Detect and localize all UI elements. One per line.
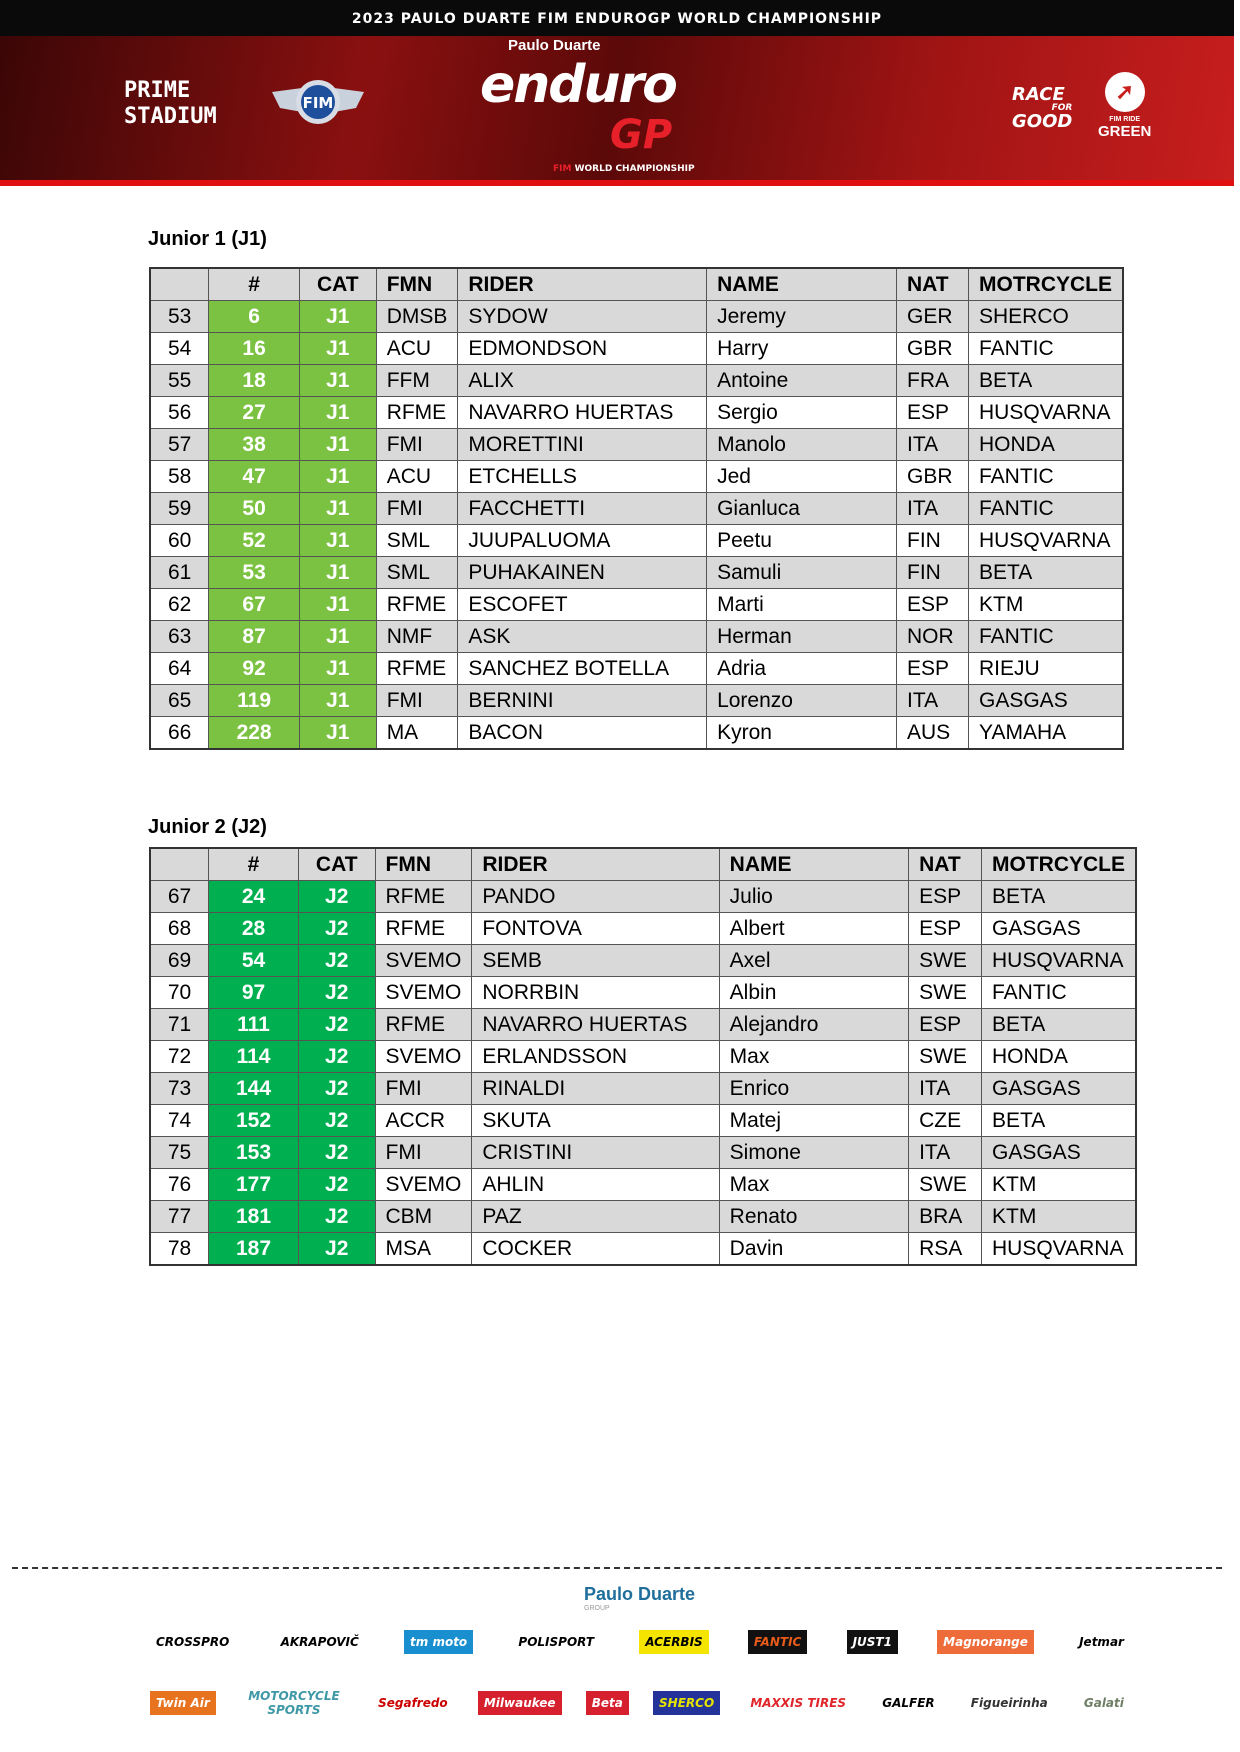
fmn-cell: ACU xyxy=(376,461,458,493)
fmn-cell: RFME xyxy=(375,913,472,945)
position-cell: 71 xyxy=(150,1009,209,1041)
name-cell: Albin xyxy=(719,977,908,1009)
fmn-cell: FMI xyxy=(376,685,458,717)
fmn-cell: SVEMO xyxy=(375,945,472,977)
nationality-cell: GBR xyxy=(897,333,969,365)
motorcycle-cell: BETA xyxy=(982,881,1137,913)
bib-number-cell: 119 xyxy=(209,685,300,717)
nationality-cell: RSA xyxy=(909,1233,982,1266)
rider-cell: FACCHETTI xyxy=(458,493,707,525)
sponsor-logo: JUST1 xyxy=(847,1630,898,1654)
name-cell: Jed xyxy=(707,461,897,493)
motorcycle-cell: HONDA xyxy=(982,1041,1137,1073)
nationality-cell: ITA xyxy=(897,493,969,525)
table-row xyxy=(150,493,1123,525)
nationality-cell: FIN xyxy=(897,557,969,589)
j1-section-title: Junior 1 (J1) xyxy=(148,228,267,250)
nationality-cell: ESP xyxy=(897,653,969,685)
rider-cell: RINALDI xyxy=(472,1073,719,1105)
bib-number-cell: 153 xyxy=(209,1137,299,1169)
table-row xyxy=(150,397,1123,429)
position-cell: 63 xyxy=(150,621,209,653)
fmn-cell: ACCR xyxy=(375,1105,472,1137)
fmn-cell: DMSB xyxy=(376,301,458,333)
logo-text: STADIUM xyxy=(124,104,217,129)
column-header: MOTRCYCLE xyxy=(982,848,1137,881)
category-cell: J1 xyxy=(299,525,376,557)
table-row xyxy=(150,301,1123,333)
bib-number-cell: 87 xyxy=(209,621,300,653)
nationality-cell: ITA xyxy=(909,1137,982,1169)
rider-cell: MORETTINI xyxy=(458,429,707,461)
j2-entry-table xyxy=(149,847,1137,1266)
rider-cell: NORRBIN xyxy=(472,977,719,1009)
category-cell: J2 xyxy=(298,1169,375,1201)
fmn-cell: SML xyxy=(376,525,458,557)
table-row xyxy=(150,1073,1136,1105)
motorcycle-cell: GASGAS xyxy=(982,1137,1137,1169)
sponsor-logo: tm moto xyxy=(404,1630,473,1654)
name-cell: Lorenzo xyxy=(707,685,897,717)
motorcycle-cell: HONDA xyxy=(969,429,1124,461)
category-cell: J1 xyxy=(299,685,376,717)
header-banner xyxy=(0,0,1234,186)
category-cell: J2 xyxy=(298,1233,375,1266)
motorcycle-cell: BETA xyxy=(982,1009,1137,1041)
fmn-cell: FMI xyxy=(376,493,458,525)
name-cell: Simone xyxy=(719,1137,908,1169)
bib-number-cell: 38 xyxy=(209,429,300,461)
name-cell: Davin xyxy=(719,1233,908,1266)
rider-cell: PANDO xyxy=(472,881,719,913)
bib-number-cell: 177 xyxy=(209,1169,299,1201)
motorcycle-cell: KTM xyxy=(982,1169,1137,1201)
fmn-cell: RFME xyxy=(376,589,458,621)
table-row xyxy=(150,1169,1136,1201)
position-cell: 69 xyxy=(150,945,209,977)
column-header: RIDER xyxy=(458,268,707,301)
name-cell: Sergio xyxy=(707,397,897,429)
column-header: MOTRCYCLE xyxy=(969,268,1124,301)
nationality-cell: ESP xyxy=(897,589,969,621)
table-row xyxy=(150,913,1136,945)
table-row xyxy=(150,333,1123,365)
sponsor-logo: GALFER xyxy=(876,1691,940,1715)
nationality-cell: SWE xyxy=(909,945,982,977)
table-row xyxy=(150,1105,1136,1137)
fmn-cell: FFM xyxy=(376,365,458,397)
fmn-cell: MA xyxy=(376,717,458,750)
name-cell: Axel xyxy=(719,945,908,977)
category-cell: J2 xyxy=(298,977,375,1009)
rider-cell: ESCOFET xyxy=(458,589,707,621)
position-cell: 78 xyxy=(150,1233,209,1266)
name-cell: Antoine xyxy=(707,365,897,397)
category-cell: J2 xyxy=(298,945,375,977)
bib-number-cell: 228 xyxy=(209,717,300,750)
rider-cell: CRISTINI xyxy=(472,1137,719,1169)
position-cell: 72 xyxy=(150,1041,209,1073)
name-cell: Harry xyxy=(707,333,897,365)
rider-cell: ETCHELLS xyxy=(458,461,707,493)
nationality-cell: AUS xyxy=(897,717,969,750)
sponsor-logo: Twin Air xyxy=(150,1691,216,1715)
category-cell: J1 xyxy=(299,493,376,525)
fim-logo xyxy=(272,78,364,128)
nationality-cell: ESP xyxy=(909,881,982,913)
fmn-cell: RFME xyxy=(376,397,458,429)
column-header: NAME xyxy=(719,848,908,881)
nationality-cell: FIN xyxy=(897,525,969,557)
position-cell: 59 xyxy=(150,493,209,525)
table-row xyxy=(150,1137,1136,1169)
nationality-cell: BRA xyxy=(909,1201,982,1233)
motorcycle-cell: GASGAS xyxy=(982,1073,1137,1105)
position-cell: 68 xyxy=(150,913,209,945)
sponsor-logos-row-2 xyxy=(150,1684,1130,1722)
category-cell: J2 xyxy=(298,913,375,945)
fmn-cell: SVEMO xyxy=(375,1041,472,1073)
fmn-cell: FMI xyxy=(375,1073,472,1105)
sponsor-logo: MAXXIS TIRES xyxy=(744,1691,852,1715)
name-cell: Albert xyxy=(719,913,908,945)
fmn-cell: CBM xyxy=(375,1201,472,1233)
bib-number-cell: 47 xyxy=(209,461,300,493)
position-cell: 54 xyxy=(150,333,209,365)
rider-cell: PUHAKAINEN xyxy=(458,557,707,589)
position-cell: 65 xyxy=(150,685,209,717)
nationality-cell: FRA xyxy=(897,365,969,397)
table-header-row xyxy=(150,268,1123,301)
sponsor-logo: Segafredo xyxy=(372,1691,454,1715)
name-cell: Enrico xyxy=(719,1073,908,1105)
column-header: FMN xyxy=(375,848,472,881)
bib-number-cell: 6 xyxy=(209,301,300,333)
name-cell: Herman xyxy=(707,621,897,653)
category-cell: J1 xyxy=(299,429,376,461)
j1-entry-table xyxy=(149,267,1124,750)
motorcycle-cell: SHERCO xyxy=(969,301,1124,333)
gp-logo-text: GP xyxy=(610,112,673,158)
bib-number-cell: 24 xyxy=(209,881,299,913)
bib-number-cell: 97 xyxy=(209,977,299,1009)
column-header: CAT xyxy=(298,848,375,881)
fmn-cell: SVEMO xyxy=(375,977,472,1009)
endurogp-logo: enduro xyxy=(480,55,676,115)
category-cell: J2 xyxy=(298,1073,375,1105)
position-cell: 57 xyxy=(150,429,209,461)
table-row xyxy=(150,525,1123,557)
bib-number-cell: 92 xyxy=(209,653,300,685)
motorcycle-cell: FANTIC xyxy=(982,977,1137,1009)
rider-cell: ERLANDSSON xyxy=(472,1041,719,1073)
banner-divider xyxy=(0,180,1234,186)
table-row xyxy=(150,1201,1136,1233)
motorcycle-cell: HUSQVARNA xyxy=(969,525,1124,557)
sponsor-logo: Milwaukee xyxy=(478,1691,562,1715)
table-header-row xyxy=(150,848,1136,881)
table-row xyxy=(150,461,1123,493)
rider-cell: SANCHEZ BOTELLA xyxy=(458,653,707,685)
motorcycle-cell: GASGAS xyxy=(969,685,1124,717)
sponsor-logo: FANTIC xyxy=(748,1630,807,1654)
column-header: # xyxy=(209,848,299,881)
paulo-duarte-logo: Paulo Duarte xyxy=(508,37,601,54)
name-cell: Max xyxy=(719,1041,908,1073)
nationality-cell: SWE xyxy=(909,977,982,1009)
world-championship-label: FIM WORLD CHAMPIONSHIP xyxy=(553,164,695,174)
bib-number-cell: 187 xyxy=(209,1233,299,1266)
nationality-cell: SWE xyxy=(909,1169,982,1201)
rider-cell: ALIX xyxy=(458,365,707,397)
fmn-cell: NMF xyxy=(376,621,458,653)
category-cell: J1 xyxy=(299,301,376,333)
sponsor-logo: CROSSPRO xyxy=(150,1630,235,1654)
rider-cell: JUUPALUOMA xyxy=(458,525,707,557)
paulo-duarte-group-logo: Paulo Duarte GROUP xyxy=(584,1584,696,1612)
rider-cell: AHLIN xyxy=(472,1169,719,1201)
bib-number-cell: 114 xyxy=(209,1041,299,1073)
motorcycle-cell: HUSQVARNA xyxy=(969,397,1124,429)
position-cell: 70 xyxy=(150,977,209,1009)
motorcycle-cell: BETA xyxy=(969,365,1124,397)
category-cell: J1 xyxy=(299,653,376,685)
sponsor-logo: SHERCO xyxy=(653,1691,720,1715)
category-cell: J1 xyxy=(299,717,376,750)
position-cell: 76 xyxy=(150,1169,209,1201)
motorcycle-cell: FANTIC xyxy=(969,493,1124,525)
position-cell: 61 xyxy=(150,557,209,589)
position-cell: 67 xyxy=(150,881,209,913)
rider-cell: SEMB xyxy=(472,945,719,977)
nationality-cell: ESP xyxy=(909,1009,982,1041)
bib-number-cell: 111 xyxy=(209,1009,299,1041)
category-cell: J2 xyxy=(298,1201,375,1233)
nationality-cell: ESP xyxy=(909,913,982,945)
sponsor-logo: Beta xyxy=(586,1691,629,1715)
name-cell: Kyron xyxy=(707,717,897,750)
category-cell: J1 xyxy=(299,397,376,429)
bib-number-cell: 28 xyxy=(209,913,299,945)
rider-cell: NAVARRO HUERTAS xyxy=(472,1009,719,1041)
table-row xyxy=(150,429,1123,461)
category-cell: J1 xyxy=(299,557,376,589)
rider-cell: FONTOVA xyxy=(472,913,719,945)
rider-cell: SYDOW xyxy=(458,301,707,333)
position-cell: 64 xyxy=(150,653,209,685)
table-row xyxy=(150,977,1136,1009)
nationality-cell: GER xyxy=(897,301,969,333)
motorcycle-cell: FANTIC xyxy=(969,333,1124,365)
sponsor-logo: ACERBIS xyxy=(639,1630,708,1654)
position-cell: 58 xyxy=(150,461,209,493)
name-cell: Matej xyxy=(719,1105,908,1137)
position-cell: 66 xyxy=(150,717,209,750)
bib-number-cell: 152 xyxy=(209,1105,299,1137)
bib-number-cell: 18 xyxy=(209,365,300,397)
rider-cell: PAZ xyxy=(472,1201,719,1233)
column-header: NAME xyxy=(707,268,897,301)
bib-number-cell: 181 xyxy=(209,1201,299,1233)
category-cell: J1 xyxy=(299,461,376,493)
column-header: NAT xyxy=(897,268,969,301)
category-cell: J1 xyxy=(299,365,376,397)
name-cell: Samuli xyxy=(707,557,897,589)
position-cell: 55 xyxy=(150,365,209,397)
race-for-good-logo: RACE FOR GOOD xyxy=(1012,84,1073,132)
rider-cell: NAVARRO HUERTAS xyxy=(458,397,707,429)
category-cell: J2 xyxy=(298,881,375,913)
j2-section-title: Junior 2 (J2) xyxy=(148,816,267,838)
category-cell: J1 xyxy=(299,589,376,621)
position-cell: 77 xyxy=(150,1201,209,1233)
bib-number-cell: 27 xyxy=(209,397,300,429)
fmn-cell: MSA xyxy=(375,1233,472,1266)
table-row xyxy=(150,653,1123,685)
category-cell: J2 xyxy=(298,1137,375,1169)
motorcycle-cell: KTM xyxy=(969,589,1124,621)
sponsor-logo: Figueirinha xyxy=(965,1691,1054,1715)
category-cell: J2 xyxy=(298,1041,375,1073)
motorcycle-cell: KTM xyxy=(982,1201,1137,1233)
nationality-cell: GBR xyxy=(897,461,969,493)
column-header xyxy=(150,268,209,301)
nationality-cell: ITA xyxy=(909,1073,982,1105)
fmn-cell: SVEMO xyxy=(375,1169,472,1201)
name-cell: Gianluca xyxy=(707,493,897,525)
rider-cell: EDMONDSON xyxy=(458,333,707,365)
bib-number-cell: 50 xyxy=(209,493,300,525)
nationality-cell: CZE xyxy=(909,1105,982,1137)
rider-cell: SKUTA xyxy=(472,1105,719,1137)
footer-divider xyxy=(12,1567,1222,1569)
rider-cell: COCKER xyxy=(472,1233,719,1266)
column-header: CAT xyxy=(299,268,376,301)
fmn-cell: SML xyxy=(376,557,458,589)
motorcycle-cell: GASGAS xyxy=(982,913,1137,945)
motorcycle-cell: FANTIC xyxy=(969,461,1124,493)
position-cell: 56 xyxy=(150,397,209,429)
nationality-cell: ITA xyxy=(897,429,969,461)
fmn-cell: FMI xyxy=(375,1137,472,1169)
bib-number-cell: 54 xyxy=(209,945,299,977)
category-cell: J2 xyxy=(298,1009,375,1041)
motorcycle-cell: BETA xyxy=(969,557,1124,589)
column-header: RIDER xyxy=(472,848,719,881)
bib-number-cell: 144 xyxy=(209,1073,299,1105)
sponsor-logo: Magnorange xyxy=(937,1630,1034,1654)
championship-title: 2023 PAULO DUARTE FIM ENDUROGP WORLD CHAMPIONSHIP xyxy=(0,0,1234,36)
table-row xyxy=(150,945,1136,977)
name-cell: Max xyxy=(719,1169,908,1201)
ride-green-icon: ➚ xyxy=(1105,72,1145,112)
name-cell: Renato xyxy=(719,1201,908,1233)
category-cell: J2 xyxy=(298,1105,375,1137)
name-cell: Adria xyxy=(707,653,897,685)
prime-stadium-logo xyxy=(124,78,217,130)
logo-text: PRIME xyxy=(124,78,191,103)
position-cell: 53 xyxy=(150,301,209,333)
position-cell: 73 xyxy=(150,1073,209,1105)
table-row xyxy=(150,589,1123,621)
fmn-cell: RFME xyxy=(376,653,458,685)
category-cell: J1 xyxy=(299,621,376,653)
bib-number-cell: 53 xyxy=(209,557,300,589)
nationality-cell: ESP xyxy=(897,397,969,429)
fmn-cell: ACU xyxy=(376,333,458,365)
rider-cell: BERNINI xyxy=(458,685,707,717)
table-row xyxy=(150,1233,1136,1266)
table-row xyxy=(150,717,1123,750)
sponsor-logos-row-1 xyxy=(150,1630,1130,1654)
table-row xyxy=(150,557,1123,589)
sponsor-logo: Jetmar xyxy=(1073,1630,1130,1654)
rider-cell: ASK xyxy=(458,621,707,653)
category-cell: J1 xyxy=(299,333,376,365)
position-cell: 75 xyxy=(150,1137,209,1169)
bib-number-cell: 67 xyxy=(209,589,300,621)
table-row xyxy=(150,1041,1136,1073)
fim-ride-green-logo: ➚ FIM RIDE GREEN xyxy=(1098,72,1151,140)
position-cell: 62 xyxy=(150,589,209,621)
motorcycle-cell: BETA xyxy=(982,1105,1137,1137)
nationality-cell: SWE xyxy=(909,1041,982,1073)
bib-number-cell: 52 xyxy=(209,525,300,557)
motorcycle-cell: FANTIC xyxy=(969,621,1124,653)
column-header: FMN xyxy=(376,268,458,301)
motorcycle-cell: HUSQVARNA xyxy=(982,945,1137,977)
sponsor-logo: AKRAPOVIČ xyxy=(275,1630,365,1654)
rider-cell: BACON xyxy=(458,717,707,750)
nationality-cell: NOR xyxy=(897,621,969,653)
position-cell: 74 xyxy=(150,1105,209,1137)
motorcycle-cell: RIEJU xyxy=(969,653,1124,685)
nationality-cell: ITA xyxy=(897,685,969,717)
column-header: NAT xyxy=(909,848,982,881)
column-header: # xyxy=(209,268,300,301)
name-cell: Manolo xyxy=(707,429,897,461)
name-cell: Peetu xyxy=(707,525,897,557)
fmn-cell: RFME xyxy=(375,881,472,913)
table-row xyxy=(150,621,1123,653)
sponsor-logo: POLISPORT xyxy=(512,1630,600,1654)
fmn-cell: FMI xyxy=(376,429,458,461)
sponsor-logo: Galati xyxy=(1078,1691,1130,1715)
name-cell: Julio xyxy=(719,881,908,913)
fmn-cell: RFME xyxy=(375,1009,472,1041)
table-row xyxy=(150,1009,1136,1041)
position-cell: 60 xyxy=(150,525,209,557)
table-row xyxy=(150,685,1123,717)
name-cell: Alejandro xyxy=(719,1009,908,1041)
name-cell: Marti xyxy=(707,589,897,621)
svg-text:FIM: FIM xyxy=(302,94,334,112)
bib-number-cell: 16 xyxy=(209,333,300,365)
table-row xyxy=(150,881,1136,913)
motorcycle-cell: HUSQVARNA xyxy=(982,1233,1137,1266)
table-row xyxy=(150,365,1123,397)
motorcycle-cell: YAMAHA xyxy=(969,717,1124,750)
name-cell: Jeremy xyxy=(707,301,897,333)
column-header xyxy=(150,848,209,881)
sponsor-logo: MOTORCYCLE SPORTS xyxy=(240,1684,348,1722)
